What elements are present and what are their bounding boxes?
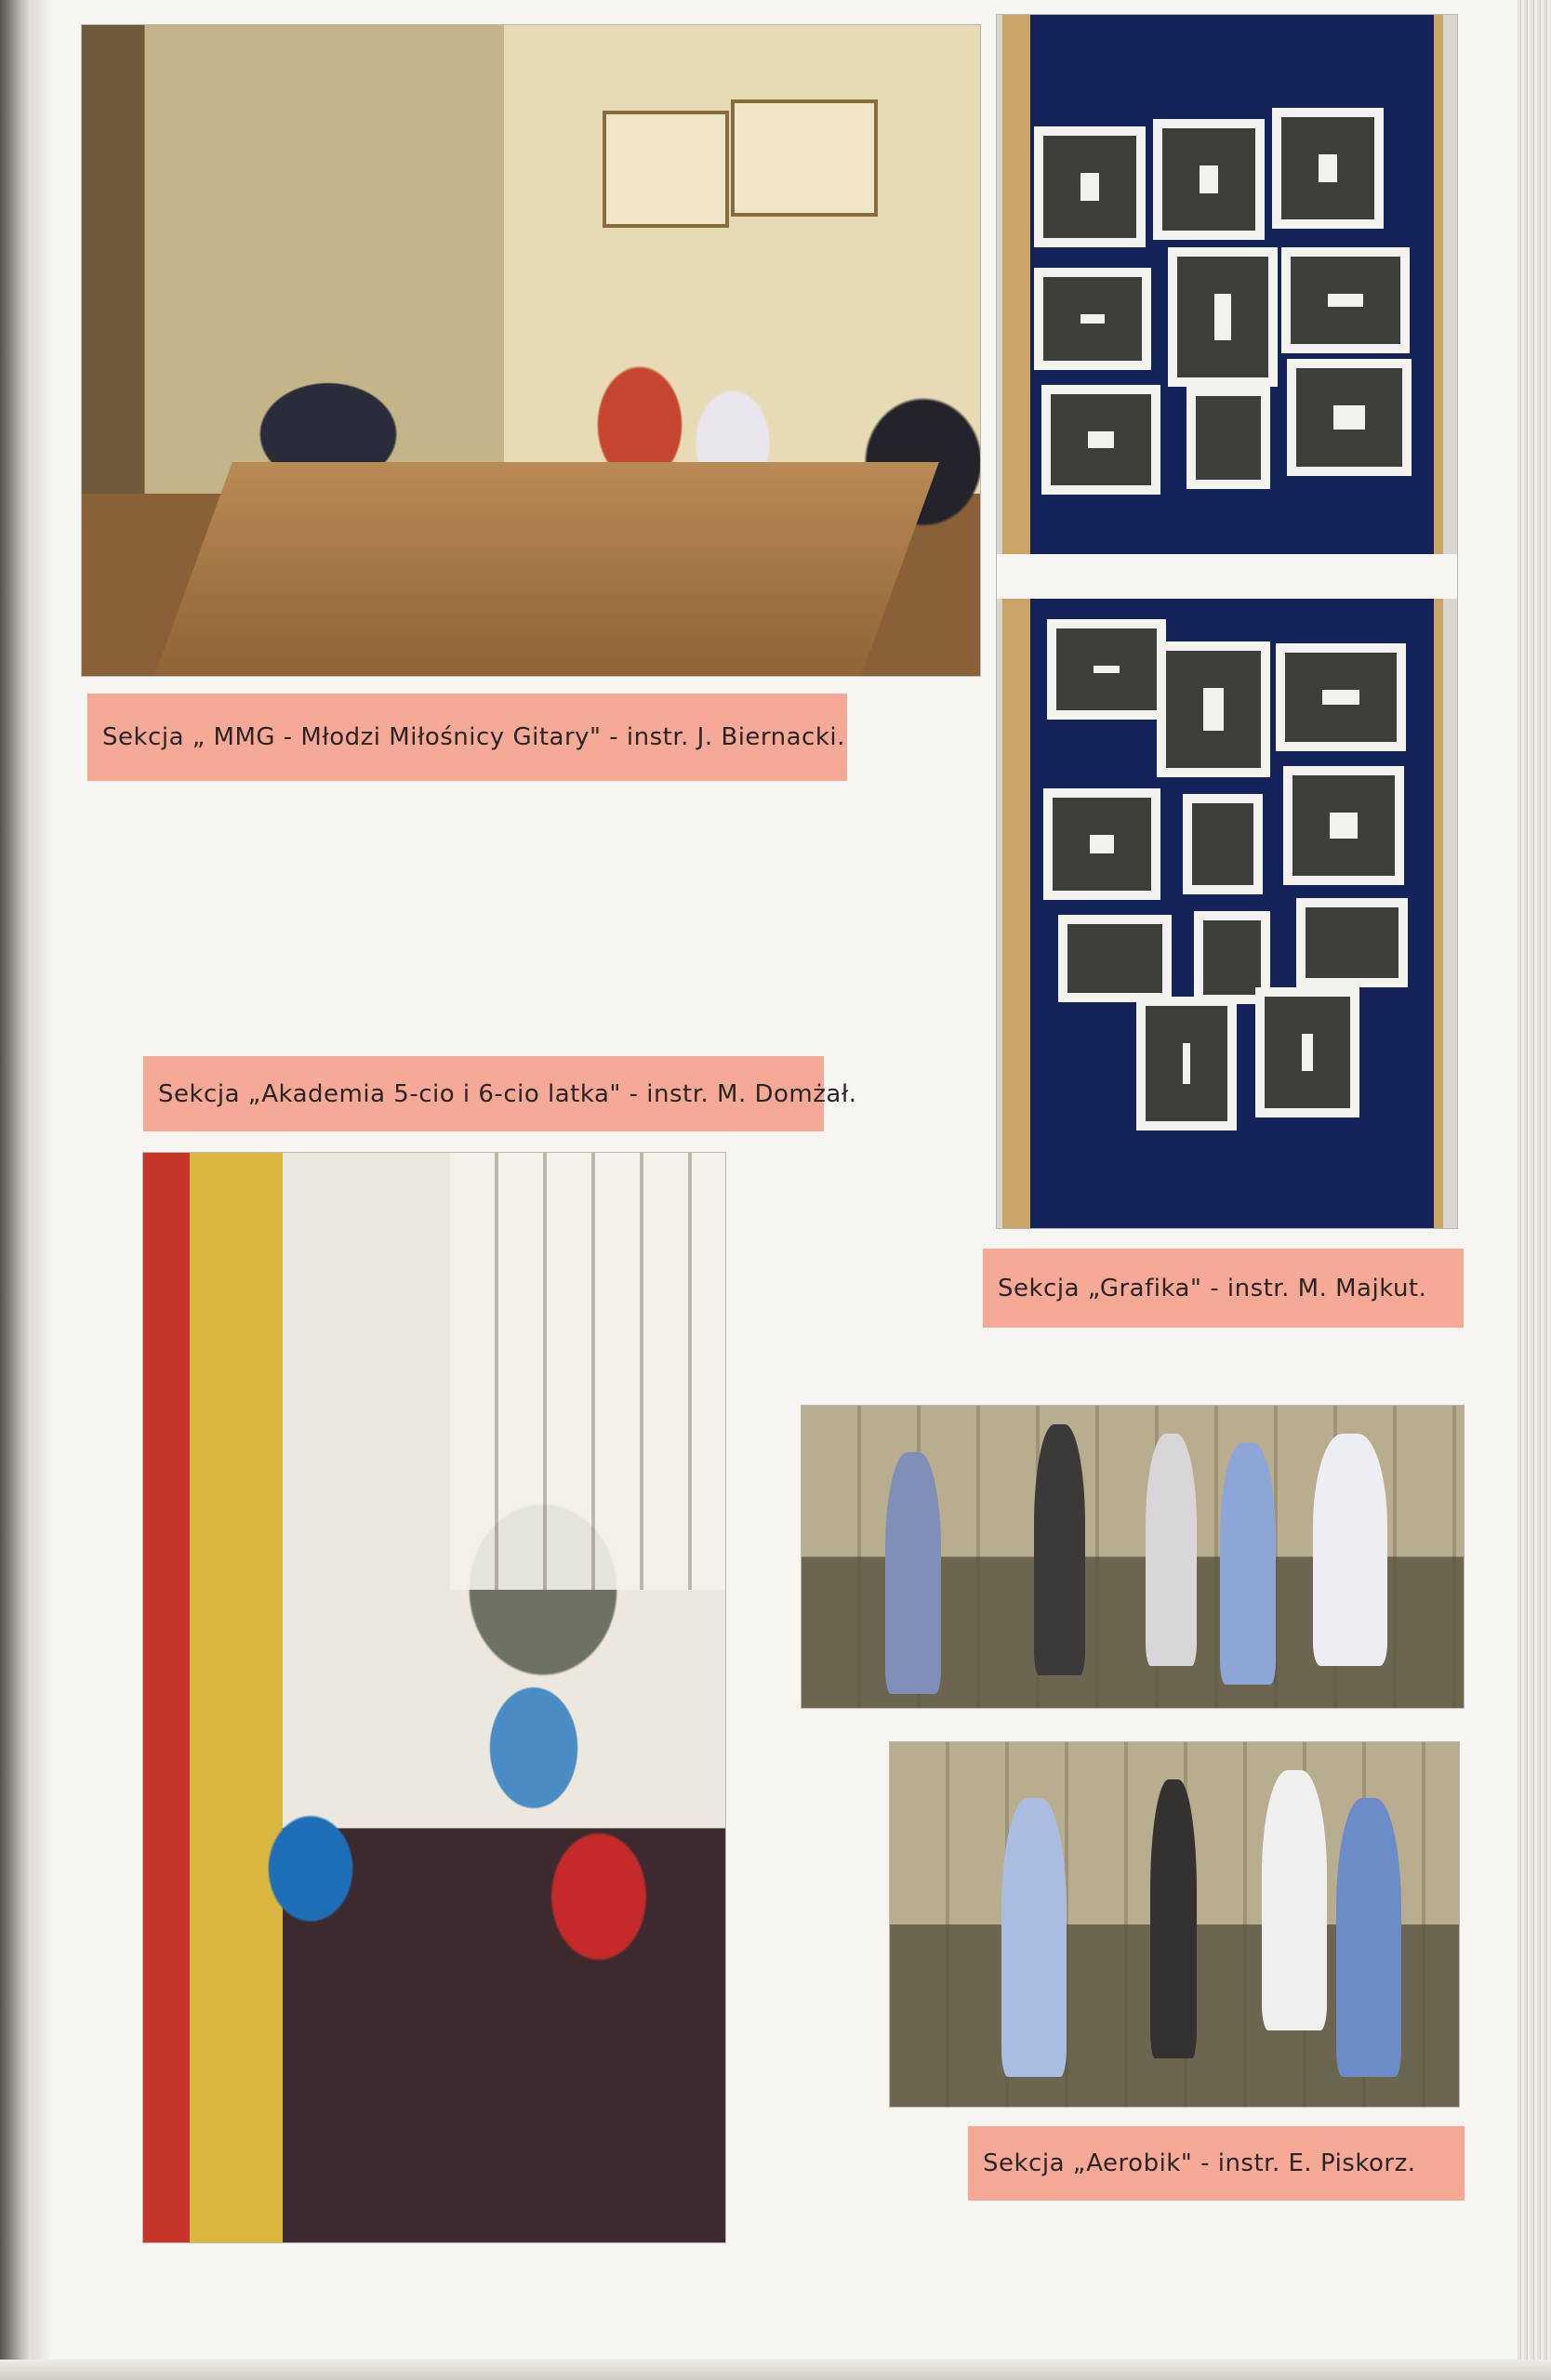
print-artwork xyxy=(1041,385,1160,495)
dancer xyxy=(1146,1434,1197,1666)
photo-gap xyxy=(997,554,1457,599)
print-artwork xyxy=(1168,247,1278,387)
dancer xyxy=(1150,1779,1197,2058)
dancer xyxy=(1313,1434,1387,1666)
photo-grafika-section xyxy=(997,15,1457,1228)
print-artwork xyxy=(1034,268,1151,370)
caption-guitar-section: Sekcja „ MMG - Młodzi Miłośnicy Gitary" - instr. J. Biernacki. xyxy=(87,694,847,781)
dancer xyxy=(1336,1798,1401,2077)
photo-guitar-section xyxy=(82,25,980,676)
caption-aerobik-section: Sekcja „Aerobik" - instr. E. Piskorz. xyxy=(968,2126,1465,2201)
dancer xyxy=(1001,1798,1067,2077)
caption-grafika-section: Sekcja „Grafika" - instr. M. Majkut. xyxy=(983,1249,1464,1328)
print-artwork xyxy=(1255,987,1359,1117)
instrument-poster xyxy=(731,99,878,217)
print-artwork xyxy=(1287,359,1412,476)
print-artwork xyxy=(1276,643,1406,751)
print-artwork xyxy=(1296,898,1408,987)
print-artwork xyxy=(1183,794,1263,894)
album-binding xyxy=(0,0,32,2380)
album-binding-shadow xyxy=(32,0,52,2380)
page-bottom-edge xyxy=(0,2360,1551,2380)
photo-akademia-section xyxy=(143,1153,725,2242)
print-artwork xyxy=(1157,641,1270,777)
print-artwork xyxy=(1153,119,1265,240)
photo-aerobik-section-2 xyxy=(890,1742,1459,2107)
print-artwork xyxy=(1186,387,1270,489)
classroom-table xyxy=(154,462,939,676)
print-artwork xyxy=(1283,766,1404,885)
dancer xyxy=(1220,1443,1276,1685)
print-artwork xyxy=(1272,108,1384,229)
print-artwork xyxy=(1034,126,1146,247)
photo-aerobik-section-1 xyxy=(802,1406,1464,1708)
print-artwork xyxy=(1136,997,1237,1130)
dancer xyxy=(1034,1424,1085,1675)
print-artwork xyxy=(1058,915,1172,1002)
print-artwork xyxy=(1047,619,1166,720)
instrument-poster xyxy=(603,111,729,228)
dancer xyxy=(885,1452,941,1694)
page-edges xyxy=(1518,0,1551,2380)
caption-akademia-section: Sekcja „Akademia 5-cio i 6-cio latka" - instr. M. Domżał. xyxy=(143,1056,824,1131)
dancer xyxy=(1262,1770,1327,2030)
print-artwork xyxy=(1281,247,1410,353)
print-artwork xyxy=(1043,788,1160,900)
window-with-curtain xyxy=(450,1153,725,1590)
